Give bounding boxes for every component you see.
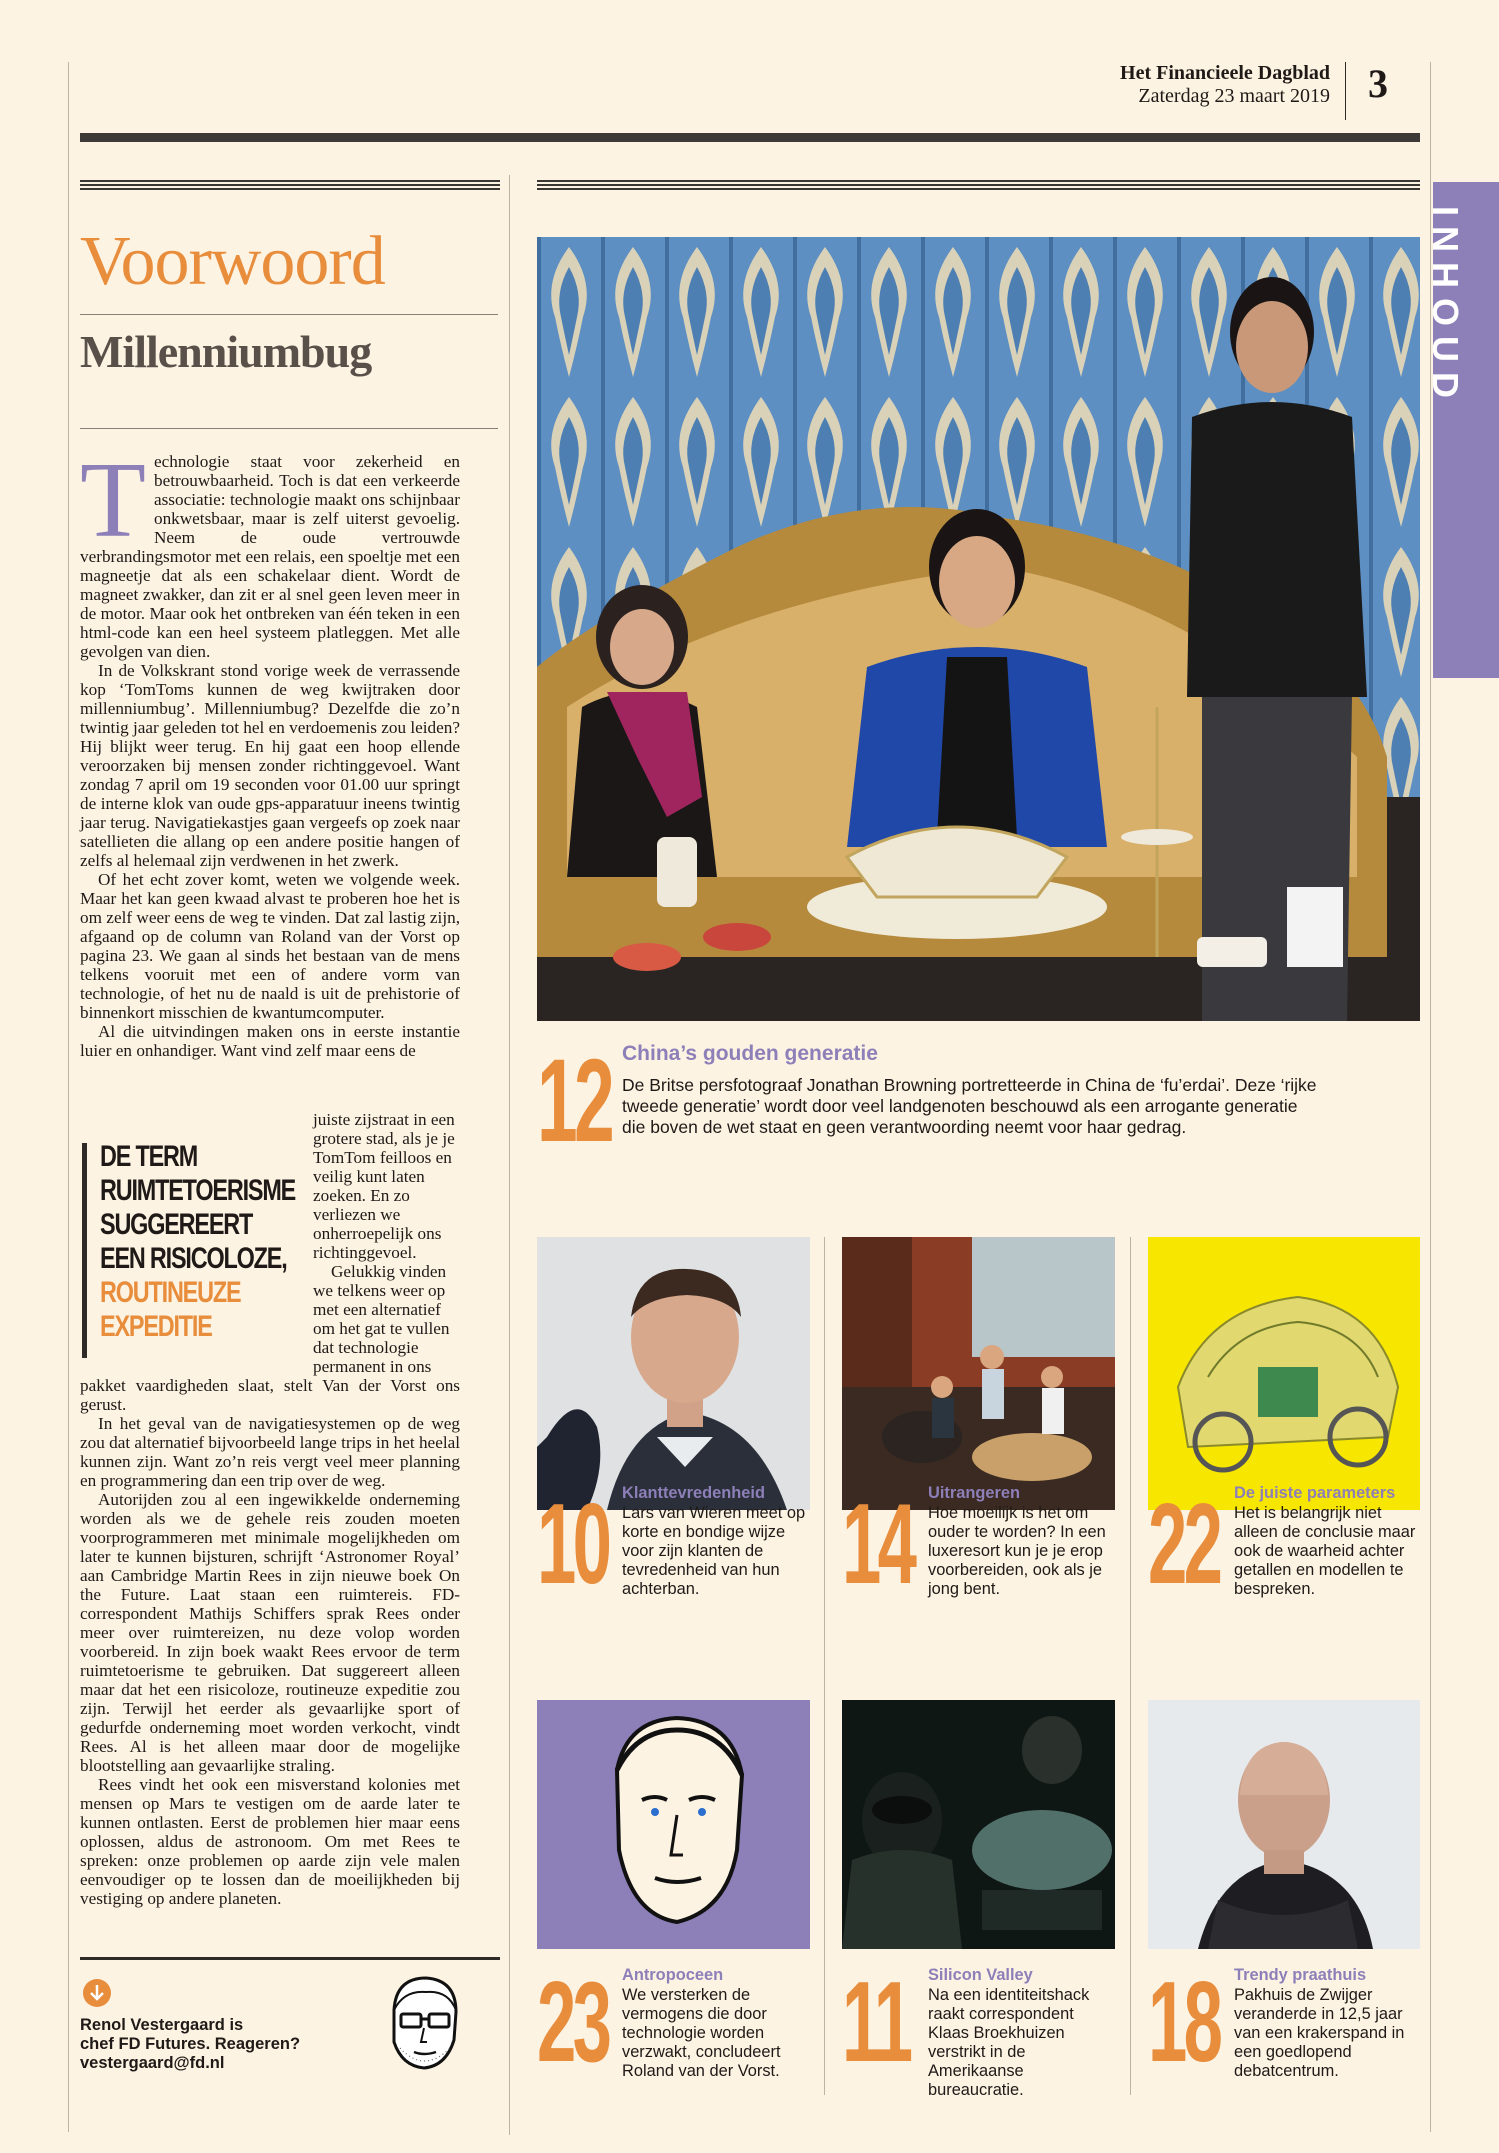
item-text: Hoe moeilijk is het om ouder te worden? In een luxeresort kun je je erop voorbereiden, ook als je jong bent. bbox=[928, 1504, 1106, 1598]
pullquote-line-highlight: EXPEDITIE bbox=[100, 1310, 212, 1343]
photo-juiste-parameters[interactable] bbox=[1148, 1237, 1420, 1510]
paragraph-4: Al die uitvindingen maken ons in eerste instantie luier en onhandiger. Want vind zelf maar eens de bbox=[80, 1022, 460, 1060]
masthead bbox=[1000, 62, 1330, 108]
grid-rule-1 bbox=[824, 1237, 825, 2095]
item-number: 11 bbox=[842, 1959, 910, 2086]
item-text: Na een identiteitshack raakt correspondent Klaas Broekhuizen verstrikt in de Amerikaanse bureaucratie. bbox=[928, 1986, 1090, 2099]
paragraph-8: Rees vindt het ook een misverstand kolonies met mensen op Mars te vestigen om de aarde later te kunnen ontlasten. Eerst de problemen hier maar eens oplossen, aldus de astronoom. Om met Rees te spreken: onze problemen op aarde zijn vele malen eenvoudiger op te lossen dan de moeilijkheden bij vestiging op andere planeten. bbox=[80, 1775, 460, 1908]
inhoud-label: INHOUD bbox=[1425, 206, 1466, 408]
item-text: We versterken de vermogens die door technologie worden verzwakt, concludeert Roland van der Vorst. bbox=[622, 1986, 781, 2080]
column-body-top bbox=[80, 441, 460, 1060]
author-bio bbox=[80, 2016, 320, 2073]
item-number: 22 bbox=[1148, 1481, 1220, 1608]
pullquote-line: RUIMTETOERISME bbox=[100, 1174, 296, 1207]
lead-item-title[interactable]: China’s gouden generatie bbox=[622, 1042, 878, 1065]
item-title[interactable]: Trendy praathuis bbox=[1234, 1966, 1367, 1984]
item-number: 14 bbox=[842, 1481, 914, 1608]
column-kicker: Voorwoord bbox=[80, 223, 385, 300]
pullquote-line-highlight: ROUTINEUZE bbox=[100, 1276, 241, 1309]
lead-photo[interactable] bbox=[537, 237, 1420, 1021]
headline-rule bbox=[80, 428, 498, 429]
item-text: Pakhuis de Zwijger veranderde in 12,5 jaar van een krakerspand in een goedlopend debatcentrum. bbox=[1234, 1986, 1405, 2080]
item-title[interactable]: De juiste parameters bbox=[1234, 1484, 1396, 1502]
lead-item-text: De Britse persfotograaf Jonathan Browning portretteerde in China de ‘fu’erdai’. Deze ‘rijke tweede generatie’ wordt door veel landgenoten beschouwd als een arrogante generatie die boven de wet staat en geen verantwoording neemt voor haar gedrag. bbox=[622, 1075, 1317, 1137]
author-rule bbox=[80, 1957, 500, 1960]
pullquote-line: SUGGEREERT bbox=[100, 1208, 253, 1241]
masthead-bar bbox=[80, 133, 1420, 142]
item-title[interactable]: Klanttevredenheid bbox=[622, 1484, 765, 1502]
photo-uitrangeren[interactable] bbox=[842, 1237, 1115, 1510]
item-number: 23 bbox=[537, 1959, 609, 2086]
page-number: 3 bbox=[1368, 61, 1388, 106]
item-text: Het is belangrijk niet alleen de conclusie maar ook de waarheid achter getallen en modellen te bespreken. bbox=[1234, 1504, 1416, 1598]
photo-trendy-praathuis[interactable] bbox=[1148, 1700, 1420, 1949]
masthead-divider bbox=[1345, 62, 1346, 120]
item-title[interactable]: Silicon Valley bbox=[928, 1966, 1033, 1984]
item-title[interactable]: Uitrangeren bbox=[928, 1484, 1020, 1502]
photo-klanttevredenheid[interactable] bbox=[537, 1237, 810, 1510]
grid-rule-2 bbox=[1130, 1237, 1131, 2095]
paragraph-5: pakket vaardigheden slaat, stelt Van der Vorst ons gerust. bbox=[80, 1376, 460, 1414]
item-number: 18 bbox=[1148, 1959, 1220, 2086]
kicker-rule bbox=[80, 314, 498, 315]
item-number: 10 bbox=[537, 1481, 609, 1608]
wrap-text-1: juiste zijstraat in een grotere stad, als je je TomTom feilloos en veilig kunt laten zoeken. En zo verliezen we onherroepelijk ons richtinggevoel. bbox=[313, 1110, 455, 1262]
paragraph-7: Autorijden zou al een ingewikkelde onderneming worden als we de gehele reis zouden moeten voorprogrammeren met minimale mogelijkheden om later te kunnen bijsturen, schrijft ‘Astronomer Royal’ aan Cambridge Martin Rees in zijn nieuwe boek On the Future. Laat staan een ruimtereis. FD-correspondent Mathijs Schiffers sprak Rees onder meer over ruimtereizen, nu deze volop worden voorbereid. In zijn boek waakt Rees ervoor de term ruimtetoerisme te gebruiken. Dat suggereert alleen maar dat het een risicoloze, routineuze expeditie zou zijn. Terwijl het eerder als gevaarlijke sport of gedurfde onderneming moet worden verkocht, vindt Rees. Al is het alleen maar door de mogelijke blootstelling aan gevaarlijke straling. bbox=[80, 1490, 460, 1775]
column-headline: Millenniumbug bbox=[80, 326, 372, 377]
author-line-1: Renol Vestergaard is bbox=[80, 2016, 244, 2034]
illustration-antropoceen[interactable] bbox=[537, 1700, 810, 1949]
paper-name: Het Financieele Dagblad bbox=[1120, 62, 1330, 84]
paragraph-1: echnologie staat voor zekerheid en betrouwbaarheid. Toch is dat een verkeerde associatie: technologie maakt ons schijnbaar onkwetsbaar, maar is zelf uiterst gevoelig. Neem de oude vertrouwde verbrandingsmotor met een relais, een spoeltje met een magneetje dat als een schakelaar dient. Wordt de magneet zwakker, dan zit er al snel geen leven meer in de motor. Maar ook het ontbreken van één teken in een html-code kan een heel systeem platleggen. Met alle gevolgen van dien. bbox=[80, 452, 460, 661]
inhoud-tab[interactable] bbox=[1425, 182, 1499, 678]
author-line-2: chef FD Futures. Reageren? bbox=[80, 2035, 301, 2053]
author-email[interactable]: vestergaard@fd.nl bbox=[80, 2054, 225, 2072]
right-panel-top-rule bbox=[537, 180, 1420, 192]
left-margin-rule bbox=[68, 62, 69, 2132]
dropcap: T bbox=[80, 441, 146, 560]
author-portrait-sketch bbox=[374, 1970, 474, 2080]
pullquote-line: DE TERM bbox=[100, 1140, 198, 1173]
issue-date: Zaterdag 23 maart 2019 bbox=[1138, 85, 1330, 107]
item-title[interactable]: Antropoceen bbox=[622, 1966, 724, 1984]
wrap-text-2: Gelukkig vinden we telkens weer op met een alternatief om het gat te vullen dat technologie permanent in ons bbox=[313, 1262, 450, 1376]
column-body-bottom bbox=[80, 1376, 460, 1908]
paragraph-2: In de Volkskrant stond vorige week de verrassende kop ‘TomToms kunnen de weg kwijtraken door millenniumbug’. Millenniumbug? Dezelfde die zo’n twintig jaar geleden tot hel en verdoemenis zou leiden? Hij blijkt weer terug. En hij gaat een hoop ellende veroorzaken bij mensen zonder richtinggevoel. Want zondag 7 april om 19 seconden voor 01.00 uur springt de interne klok van oude gps-apparatuur ineens twintig jaar terug. Navigatiekastjes gaan vergeefs op zoek naar satellieten die allang op een andere positie hangen of zelfs al helemaal zijn verdwenen in het zwerk. bbox=[80, 661, 460, 870]
column-divider bbox=[509, 175, 510, 2135]
photo-silicon-valley[interactable] bbox=[842, 1700, 1115, 1949]
left-column-top-rule bbox=[80, 180, 500, 192]
paragraph-6: In het geval van de navigatiesystemen op de weg zou dat alternatief bijvoorbeeld lange trips in het heelal kunnen zijn. Want zo’n reis vergt veel meer planning en programmering dan een trip over de weg. bbox=[80, 1414, 460, 1490]
pullquote-bar bbox=[82, 1143, 87, 1358]
paragraph-3: Of het echt zover komt, weten we volgende week. Maar het kan geen kwaad alvast te proberen hoe het is om zelf weer eens de weg te vinden. Dat zal lastig zijn, afgaand op de column van Roland van der Vorst op pagina 23. We gaan al sinds het bestaan van de mens telkens vooruit met een of andere vorm van technologie, of het nu de naald is uit de prehistorie of binnenkort misschien de kwantumcomputer. bbox=[80, 870, 460, 1022]
lead-item-number: 12 bbox=[537, 1035, 611, 1167]
arrow-down-icon bbox=[82, 1978, 112, 2008]
item-text: Lars van Wieren meet op korte en bondige wijze voor zijn klanten de tevredenheid van hun achterban. bbox=[622, 1504, 806, 1598]
pullquote-line: EEN RISICOLOZE, bbox=[100, 1242, 287, 1275]
